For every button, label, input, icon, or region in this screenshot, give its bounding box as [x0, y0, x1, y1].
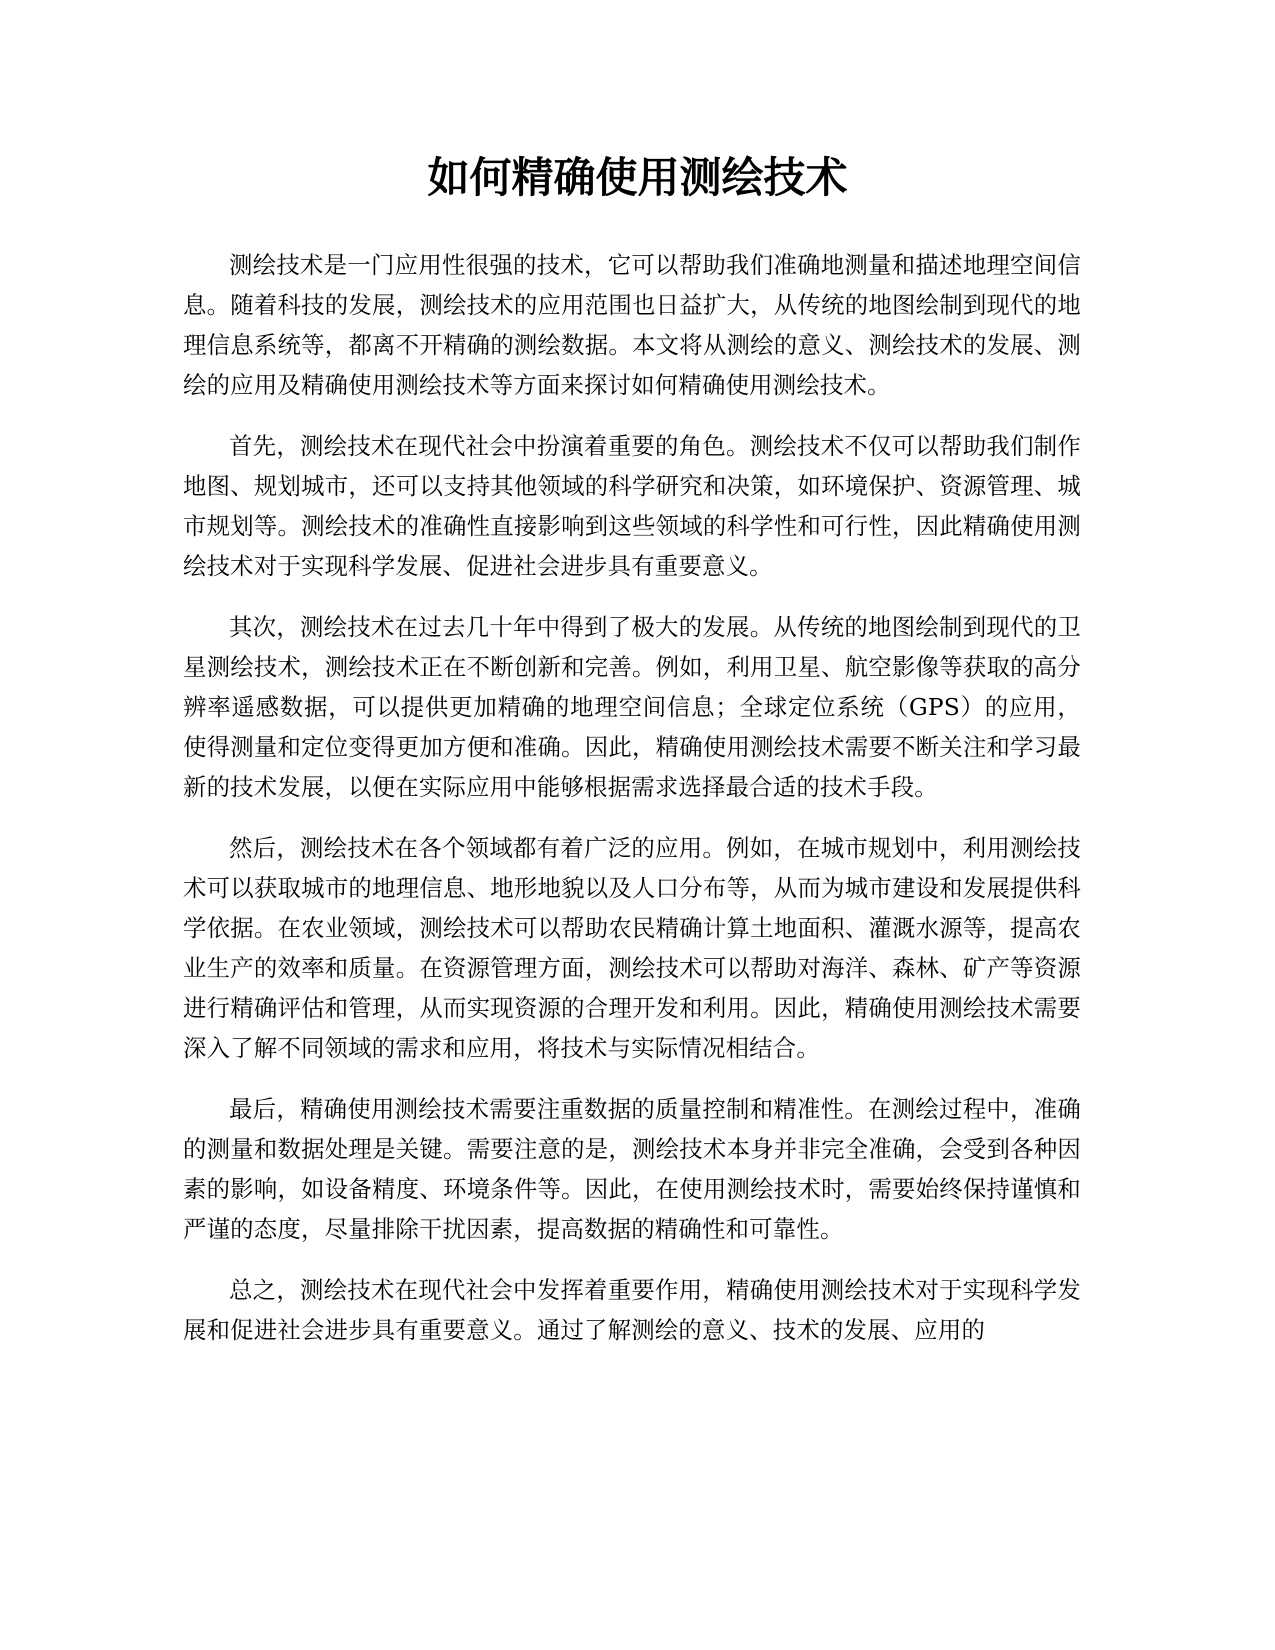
paragraph-finally: 最后，精确使用测绘技术需要注重数据的质量控制和精准性。在测绘过程中，准确的测量和数据处理是关键。需要注意的是，测绘技术本身并非完全准确，会受到各种因素的影响，如设备精度、环境条件等。因此，在使用测绘技术时，需要始终保持谨慎和严谨的态度，尽量排除干扰因素，提高数据的精确性和可靠性。 — [183, 1095, 1081, 1243]
paragraph-then: 然后，测绘技术在各个领域都有着广泛的应用。例如，在城市规划中，利用测绘技术可以获取城市的地理信息、地形地貌以及人口分布等，从而为城市建设和发展提供科学依据。在农业领域，测绘技术可以帮助农民精确计算土地面积、灌溉水源等，提高农业生产的效率和质量。在资源管理方面，测绘技术可以帮助对海洋、森林、矿产等资源进行精确评估和管理，从而实现资源的合理开发和利用。因此，精确使用测绘技术需要深入了解不同领域的需求和应用，将技术与实际情况相结合。 — [183, 834, 1081, 1062]
paragraph-first: 首先，测绘技术在现代社会中扮演着重要的角色。测绘技术不仅可以帮助我们制作地图、规划城市，还可以支持其他领域的科学研究和决策，如环境保护、资源管理、城市规划等。测绘技术的准确性直接影响到这些领域的科学性和可行性，因此精确使用测绘技术对于实现科学发展、促进社会进步具有重要意义。 — [183, 432, 1081, 580]
paragraph-intro: 测绘技术是一门应用性很强的技术，它可以帮助我们准确地测量和描述地理空间信息。随着科技的发展，测绘技术的应用范围也日益扩大，从传统的地图绘制到现代的地理信息系统等，都离不开精确的测绘数据。本文将从测绘的意义、测绘技术的发展、测绘的应用及精确使用测绘技术等方面来探讨如何精确使用测绘技术。 — [183, 251, 1081, 399]
paragraph-second: 其次，测绘技术在过去几十年中得到了极大的发展。从传统的地图绘制到现代的卫星测绘技术，测绘技术正在不断创新和完善。例如，利用卫星、航空影像等获取的高分辨率遥感数据，可以提供更加精确的地理空间信息；全球定位系统（GPS）的应用，使得测量和定位变得更加方便和准确。因此，精确使用测绘技术需要不断关注和学习最新的技术发展，以便在实际应用中能够根据需求选择最合适的技术手段。 — [183, 613, 1081, 801]
document-title: 如何精确使用测绘技术 — [427, 153, 848, 202]
document-body — [183, 245, 1081, 1371]
paragraph-conclusion: 总之，测绘技术在现代社会中发挥着重要作用，精确使用测绘技术对于实现科学发展和促进社会进步具有重要意义。通过了解测绘的意义、技术的发展、应用的 — [183, 1276, 1081, 1344]
